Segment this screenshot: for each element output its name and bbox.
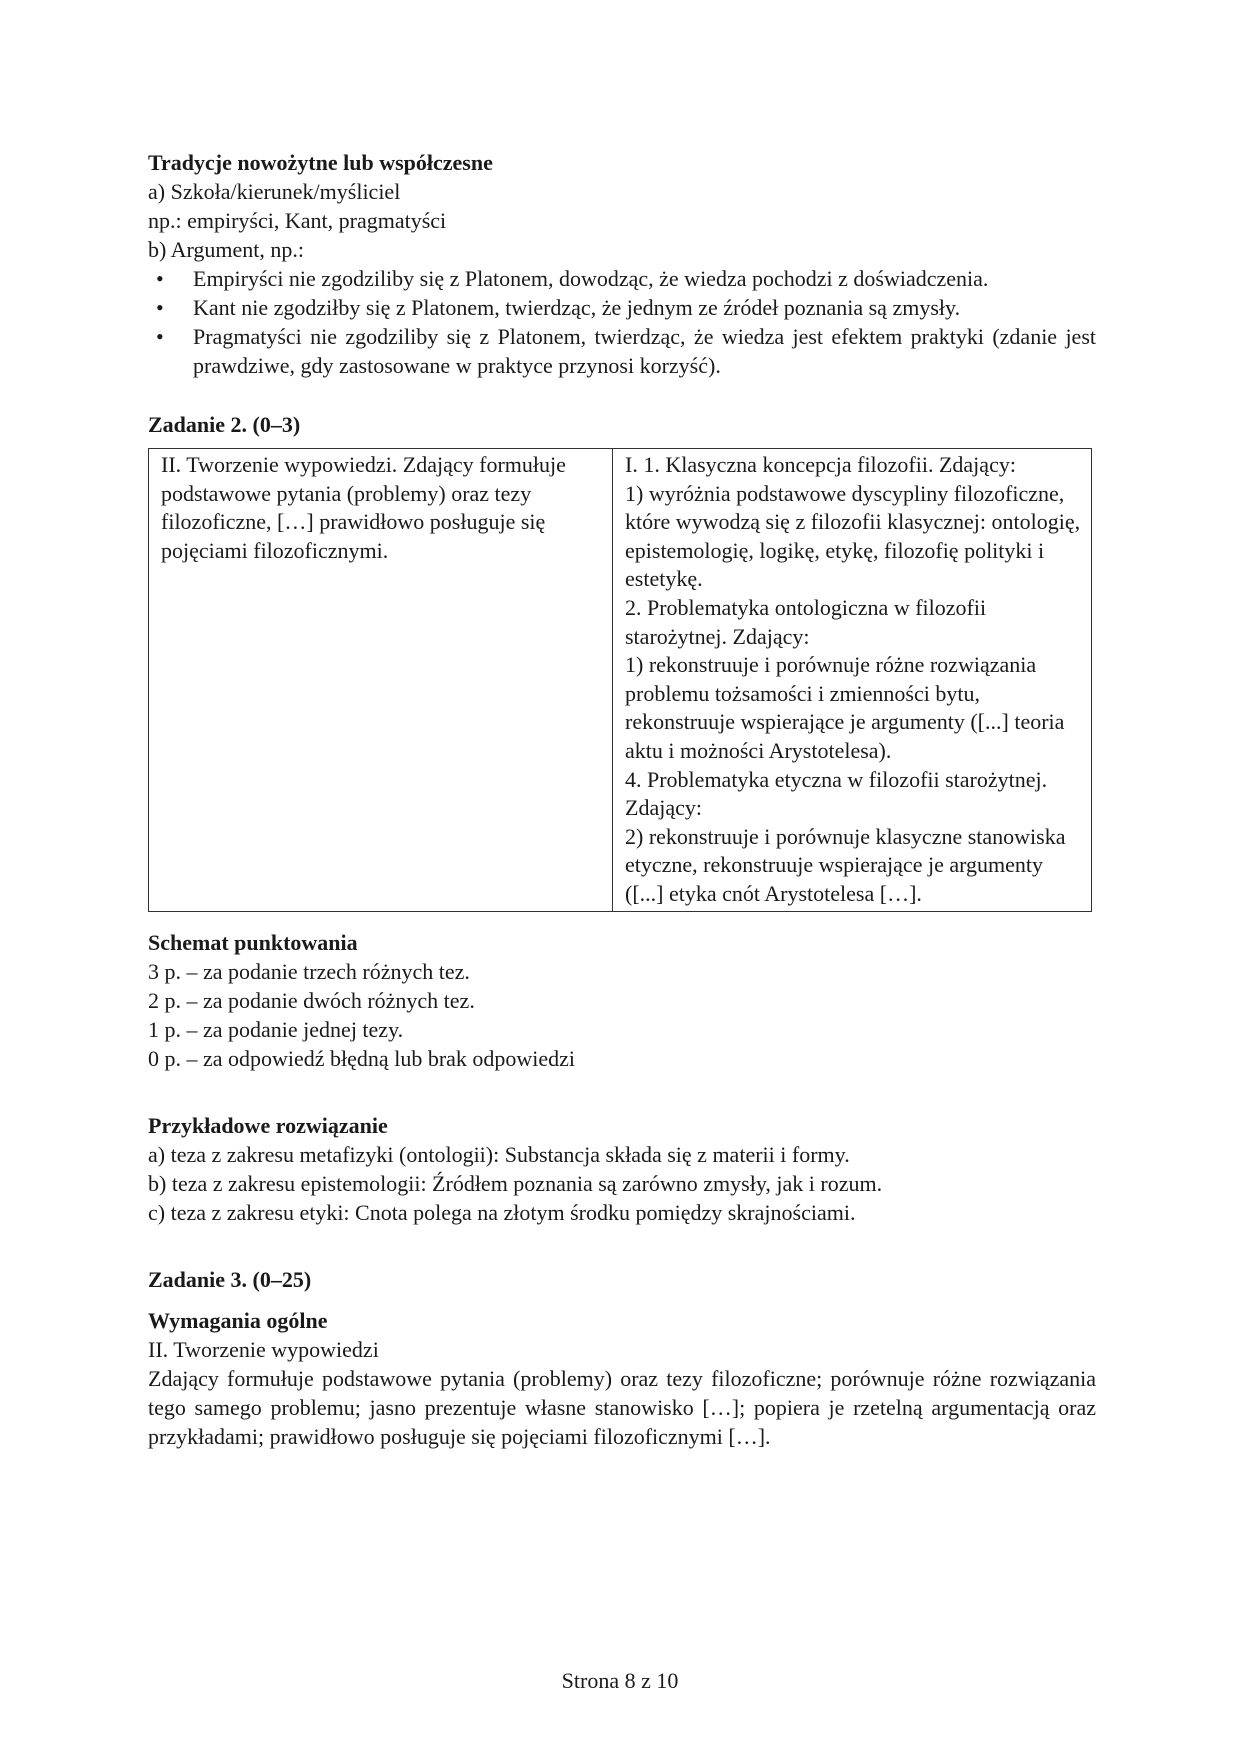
general-requirements-title: Wymagania ogólne	[148, 1307, 328, 1333]
list-item: • Empiryści nie zgodziliby się z Platonem, dowodząc, że wiedza pochodzi z doświadczenia.	[148, 264, 1096, 293]
solution-item: a) teza z zakresu metafizyki (ontologii): Substancja składa się z materii i formy.	[148, 1141, 850, 1167]
solution-item: c) teza z zakresu etyki: Cnota polega na złotym środku pomiędzy skrajnościami.	[148, 1199, 856, 1225]
scoring-item: 2 p. – za podanie dwóch różnych tez.	[148, 987, 475, 1013]
examples-line: np.: empiryści, Kant, pragmatyści	[148, 208, 447, 233]
page-number: Strona 8 z 10	[561, 1668, 679, 1693]
scoring-title: Schemat punktowania	[148, 929, 358, 955]
section-title-modern-traditions: Tradycje nowożytne lub współczesne	[148, 150, 493, 175]
requirement-line: 1) wyróżnia podstawowe dyscypliny filozoficzne, które wywodzą się z filozofii klasycznej: ontologię, epistemologię, logikę, etykę, filozofię polityki i estetykę.	[625, 480, 1081, 592]
requirements-table	[148, 448, 1092, 912]
task-2-title: Zadanie 2. (0–3)	[148, 412, 301, 437]
requirement-line: I. 1. Klasyczna koncepcja filozofii. Zdający:	[625, 452, 1016, 477]
scoring-item: 0 p. – za odpowiedź błędną lub brak odpowiedzi	[148, 1045, 576, 1071]
requirement-heading: II. Tworzenie wypowiedzi	[148, 1336, 379, 1362]
requirement-line: 1) rekonstruuje i porównuje różne rozwiązania problemu tożsamości i zmienności bytu, rekonstruuje wspierające je argumenty ([...] teoria aktu i możności Arystotelesa).	[625, 652, 1065, 763]
requirement-line: 2. Problematyka ontologiczna w filozofii starożytnej. Zdający:	[625, 594, 987, 649]
list-item: • Kant nie zgodziłby się z Platonem, twierdząc, że jednym ze źródeł poznania są zmysły.	[148, 293, 1096, 322]
requirement-paragraph: Zdający formułuje podstawowe pytania (problemy) oraz tezy filozoficzne; porównuje różne rozwiązania tego samego problemu; jasno prezentuje własne stanowisko […]; popiera je rzetelną argumentacją oraz przykładami; prawidłowo posługuje się pojęciami filozoficznymi […].	[148, 1365, 1096, 1449]
requirement-line: 4. Problematyka etyczna w filozofii starożytnej. Zdający:	[625, 766, 1048, 821]
school-line: a) Szkoła/kierunek/myśliciel	[148, 179, 401, 204]
specific-requirements-cell	[613, 449, 1092, 912]
table-row	[149, 449, 1092, 912]
argument-line: b) Argument, np.:	[148, 237, 305, 262]
solution-title: Przykładowe rozwiązanie	[148, 1112, 388, 1138]
task-3-title: Zadanie 3. (0–25)	[148, 1266, 312, 1292]
solution-item: b) teza z zakresu epistemologii: Źródłem poznania są zarówno zmysły, jak i rozum.	[148, 1170, 883, 1196]
scoring-item: 3 p. – za podanie trzech różnych tez.	[148, 958, 470, 984]
scoring-item: 1 p. – za podanie jednej tezy.	[148, 1016, 404, 1042]
argument-list	[148, 264, 1096, 380]
general-requirement-cell: II. Tworzenie wypowiedzi. Zdający formułuje podstawowe pytania (problemy) oraz tezy filozoficzne, […] prawidłowo posługuje się pojęciami filozoficznymi.	[149, 449, 613, 912]
requirement-line: 2) rekonstruuje i porównuje klasyczne stanowiska etyczne, rekonstruuje wspierające je argumenty ([...] etyka cnót Arystotelesa […].	[625, 823, 1066, 906]
list-item: • Pragmatyści nie zgodziliby się z Platonem, twierdząc, że wiedza jest efektem praktyki (zdanie jest prawdziwe, gdy zastosowane w praktyce przynosi korzyść).	[148, 322, 1096, 380]
page-content	[148, 148, 1096, 1451]
